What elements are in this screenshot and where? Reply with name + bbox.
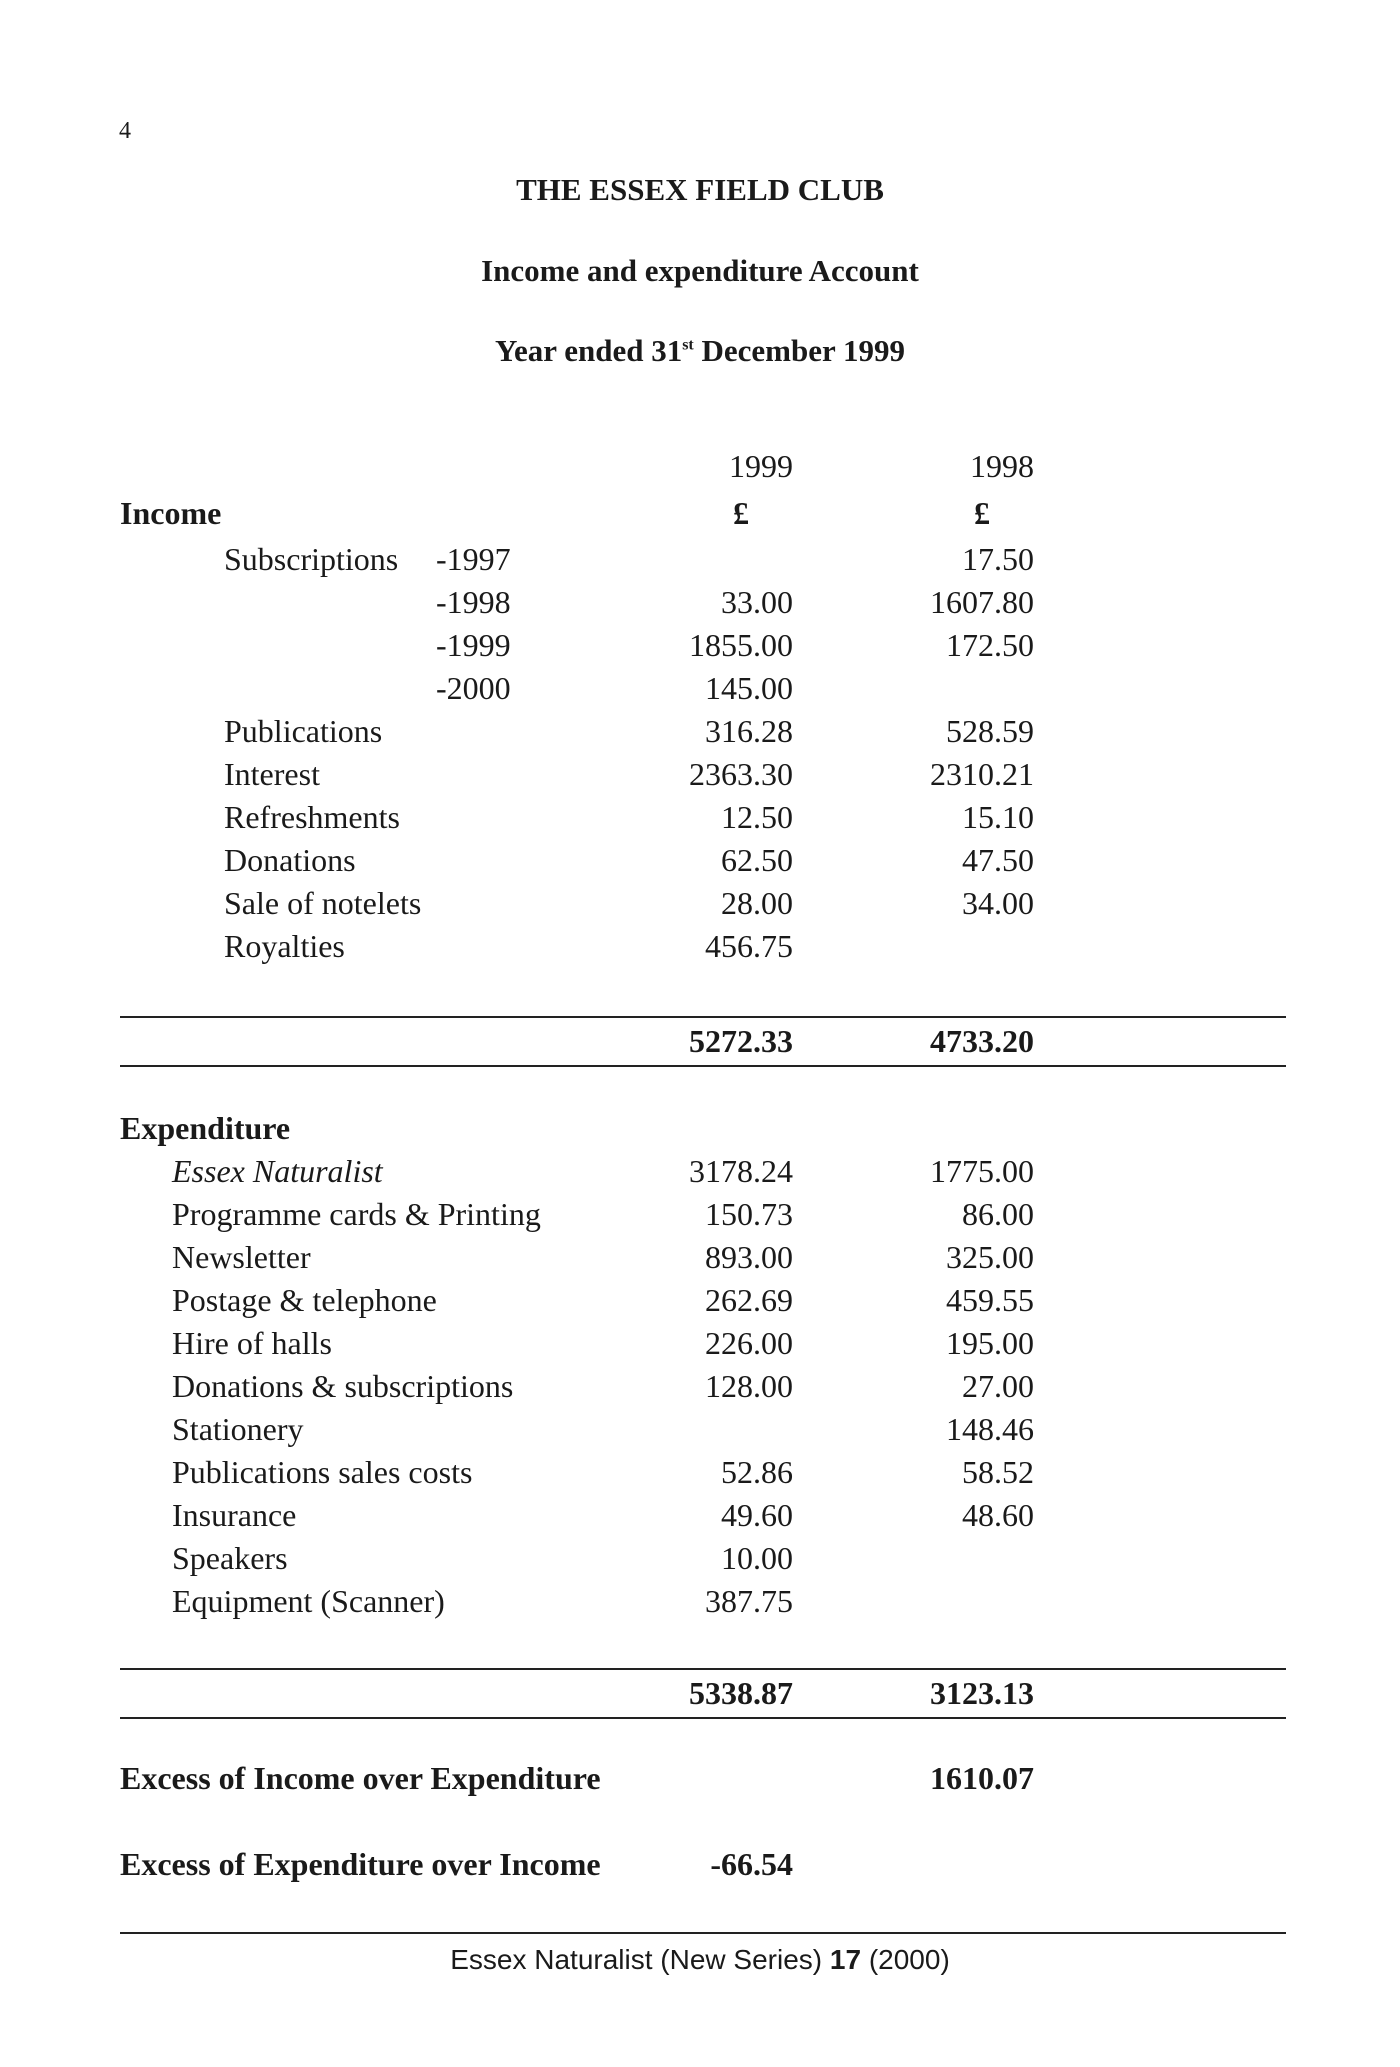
page-number: 4 bbox=[119, 118, 131, 144]
period-prefix: Year ended 31 bbox=[495, 333, 683, 368]
period-ordinal: st bbox=[682, 336, 694, 354]
expenditure-row bbox=[0, 1409, 1400, 1449]
value-1998: 86.00 bbox=[962, 1196, 1034, 1232]
subscription-year: -1997 bbox=[436, 541, 511, 577]
income-row bbox=[0, 840, 1400, 880]
subscriptions-label: Subscriptions bbox=[224, 541, 399, 577]
currency-1998: £ bbox=[974, 495, 990, 531]
income-total-rule-top bbox=[120, 1016, 1286, 1018]
currency-1999: £ bbox=[733, 495, 749, 531]
expenditure-total-rule-bottom bbox=[120, 1717, 1286, 1719]
subscription-row bbox=[0, 625, 1400, 665]
expenditure-total-row bbox=[0, 1673, 1400, 1713]
income-row bbox=[0, 711, 1400, 751]
value-1999: 10.00 bbox=[721, 1540, 793, 1576]
excess-income-row bbox=[0, 1758, 1400, 1798]
value-1999: 62.50 bbox=[721, 842, 793, 878]
value-1998: 58.52 bbox=[962, 1454, 1034, 1490]
expenditure-row bbox=[0, 1194, 1400, 1234]
income-total-1998: 4733.20 bbox=[930, 1023, 1034, 1059]
value-1999: 316.28 bbox=[705, 713, 793, 749]
expenditure-label: Stationery bbox=[172, 1411, 304, 1447]
income-row bbox=[0, 926, 1400, 966]
income-label: Publications bbox=[224, 713, 383, 749]
value-1999: 893.00 bbox=[705, 1239, 793, 1275]
expenditure-heading: Expenditure bbox=[120, 1110, 291, 1146]
income-label: Interest bbox=[224, 756, 320, 792]
expenditure-row bbox=[0, 1538, 1400, 1578]
expenditure-total-1999: 5338.87 bbox=[689, 1675, 793, 1711]
subscription-year: -2000 bbox=[436, 670, 511, 706]
value-1999: 12.50 bbox=[721, 799, 793, 835]
value-1998: 172.50 bbox=[946, 627, 1034, 663]
value-1999: 387.75 bbox=[705, 1583, 793, 1619]
footer-year: (2000) bbox=[861, 1944, 950, 1975]
expenditure-row bbox=[0, 1280, 1400, 1320]
year-header-row bbox=[0, 446, 1400, 486]
value-1999: 52.86 bbox=[721, 1454, 793, 1490]
excess-expenditure-row bbox=[0, 1844, 1400, 1884]
footer-journal: Essex Naturalist (New Series) bbox=[450, 1944, 830, 1975]
page-title: THE ESSEX FIELD CLUB bbox=[516, 172, 884, 207]
account-subtitle: Income and expenditure Account bbox=[481, 253, 919, 288]
income-heading-row bbox=[0, 493, 1400, 533]
expenditure-label: Programme cards & Printing bbox=[172, 1196, 541, 1232]
value-1998: 459.55 bbox=[946, 1282, 1034, 1318]
income-row bbox=[0, 883, 1400, 923]
value-1999: 28.00 bbox=[721, 885, 793, 921]
expenditure-row bbox=[0, 1323, 1400, 1363]
income-label: Sale of notelets bbox=[224, 885, 422, 921]
expenditure-row bbox=[0, 1495, 1400, 1535]
value-1998: 34.00 bbox=[962, 885, 1034, 921]
subscription-row bbox=[0, 582, 1400, 622]
expenditure-label: Essex Naturalist bbox=[172, 1153, 383, 1189]
value-1999: 128.00 bbox=[705, 1368, 793, 1404]
expenditure-heading-row bbox=[0, 1108, 1400, 1148]
expenditure-total-1998: 3123.13 bbox=[930, 1675, 1034, 1711]
income-total-1999: 5272.33 bbox=[689, 1023, 793, 1059]
value-1998: 17.50 bbox=[962, 541, 1034, 577]
expenditure-row bbox=[0, 1581, 1400, 1621]
value-1999: 456.75 bbox=[705, 928, 793, 964]
expenditure-label: Hire of halls bbox=[172, 1325, 332, 1361]
expenditure-label: Insurance bbox=[172, 1497, 297, 1533]
income-label: Donations bbox=[224, 842, 356, 878]
excess-expenditure-label: Excess of Expenditure over Income bbox=[120, 1846, 601, 1882]
expenditure-label: Publications sales costs bbox=[172, 1454, 473, 1490]
footer-citation bbox=[0, 1944, 1400, 1976]
period-rest: December 1999 bbox=[693, 333, 905, 368]
value-1999: 49.60 bbox=[721, 1497, 793, 1533]
value-1998: 15.10 bbox=[962, 799, 1034, 835]
expenditure-row bbox=[0, 1366, 1400, 1406]
income-label: Royalties bbox=[224, 928, 345, 964]
excess-expenditure-1999: -66.54 bbox=[710, 1846, 793, 1882]
value-1998: 48.60 bbox=[962, 1497, 1034, 1533]
value-1999: 1855.00 bbox=[689, 627, 793, 663]
footer-rule bbox=[120, 1932, 1286, 1934]
value-1999: 3178.24 bbox=[689, 1153, 793, 1189]
expenditure-label: Donations & subscriptions bbox=[172, 1368, 514, 1404]
value-1998: 325.00 bbox=[946, 1239, 1034, 1275]
value-1998: 195.00 bbox=[946, 1325, 1034, 1361]
value-1998: 47.50 bbox=[962, 842, 1034, 878]
value-1999: 150.73 bbox=[705, 1196, 793, 1232]
year-1999-header: 1999 bbox=[729, 448, 793, 484]
value-1999: 33.00 bbox=[721, 584, 793, 620]
income-row bbox=[0, 754, 1400, 794]
value-1999: 2363.30 bbox=[689, 756, 793, 792]
income-total-rule-bottom bbox=[120, 1065, 1286, 1067]
expenditure-label: Postage & telephone bbox=[172, 1282, 437, 1318]
value-1999: 226.00 bbox=[705, 1325, 793, 1361]
excess-income-label: Excess of Income over Expenditure bbox=[120, 1760, 601, 1796]
subscription-year: -1999 bbox=[436, 627, 511, 663]
value-1998: 2310.21 bbox=[930, 756, 1034, 792]
income-label: Refreshments bbox=[224, 799, 400, 835]
expenditure-row bbox=[0, 1237, 1400, 1277]
subscription-row bbox=[0, 668, 1400, 708]
subscription-year: -1998 bbox=[436, 584, 511, 620]
year-1998-header: 1998 bbox=[970, 448, 1034, 484]
expenditure-row bbox=[0, 1151, 1400, 1191]
expenditure-label: Speakers bbox=[172, 1540, 288, 1576]
expenditure-label: Newsletter bbox=[172, 1239, 311, 1275]
subscription-row bbox=[0, 539, 1400, 579]
income-heading: Income bbox=[120, 495, 222, 531]
income-row bbox=[0, 797, 1400, 837]
value-1998: 27.00 bbox=[962, 1368, 1034, 1404]
expenditure-label: Equipment (Scanner) bbox=[172, 1583, 445, 1619]
income-total-row bbox=[0, 1021, 1400, 1061]
value-1999: 145.00 bbox=[705, 670, 793, 706]
value-1998: 528.59 bbox=[946, 713, 1034, 749]
period-heading bbox=[0, 333, 1400, 369]
value-1999: 262.69 bbox=[705, 1282, 793, 1318]
value-1998: 148.46 bbox=[946, 1411, 1034, 1447]
value-1998: 1775.00 bbox=[930, 1153, 1034, 1189]
footer-volume: 17 bbox=[829, 1944, 862, 1975]
expenditure-total-rule-top bbox=[120, 1668, 1286, 1670]
value-1998: 1607.80 bbox=[930, 584, 1034, 620]
excess-income-1998: 1610.07 bbox=[930, 1760, 1034, 1796]
expenditure-row bbox=[0, 1452, 1400, 1492]
